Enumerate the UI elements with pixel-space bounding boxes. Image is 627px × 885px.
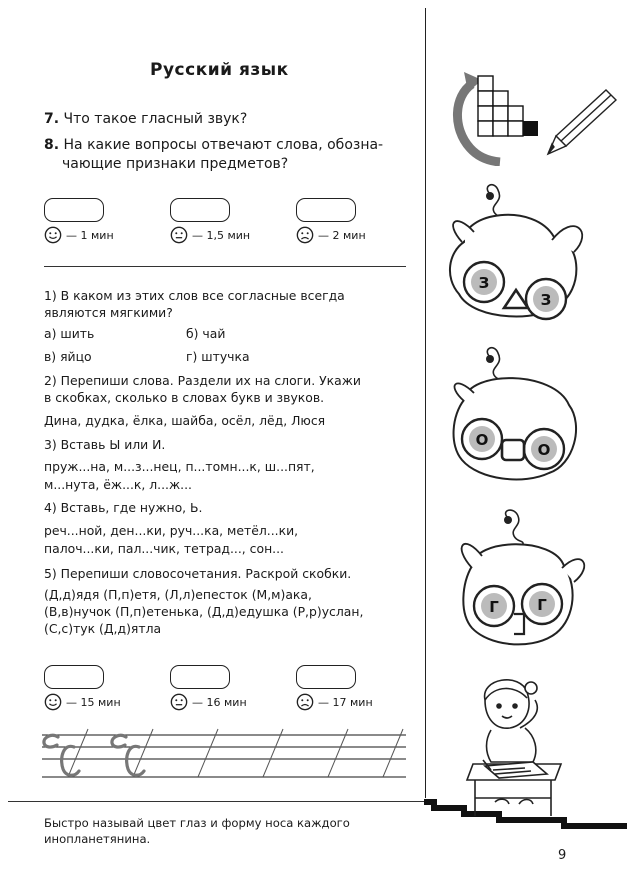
- task-3-line2: м...нута, ёж...к, л...ж...: [44, 477, 192, 492]
- question-8-line1: На какие вопросы отвечают слова, обозна-: [63, 137, 384, 153]
- sad-face-icon: [296, 693, 314, 711]
- instruction-line1: Быстро называй цвет глаз и форму носа каждого: [44, 816, 350, 830]
- time-box[interactable]: [44, 198, 104, 222]
- alien-eye-letter: З: [478, 274, 490, 292]
- task-1-option-c[interactable]: в) яйцо: [44, 349, 92, 364]
- task-1-option-a[interactable]: а) шить: [44, 326, 95, 341]
- task-1-line2: являются мягкими?: [44, 305, 173, 320]
- time-item: [296, 226, 366, 244]
- time-item: [44, 226, 114, 244]
- time-item: [170, 226, 250, 244]
- time-label: — 1 мин: [66, 228, 114, 242]
- happy-face-icon: [44, 226, 62, 244]
- time-box[interactable]: [296, 198, 356, 222]
- task-1-option-d[interactable]: г) штучка: [186, 349, 250, 364]
- neutral-face-icon: [170, 226, 188, 244]
- instruction: [44, 815, 414, 847]
- task-2-line2: в скобках, сколько в словах букв и звуков.: [44, 390, 325, 405]
- logic-puzzle-icon: [448, 66, 623, 166]
- time-item: [296, 693, 373, 711]
- task-3-title: 3) Вставь Ы или И.: [44, 437, 166, 452]
- girl-at-desk-illustration: [455, 670, 570, 820]
- task-5-line2: (В,в)нучок (П,п)етенька, (Д,д)едушка (Р,р)услан,: [44, 604, 364, 619]
- task-5-title: 5) Перепиши словосочетания. Раскрой скобки.: [44, 566, 352, 581]
- question-7: [44, 110, 247, 129]
- handwriting-lines: [38, 725, 410, 787]
- time-box[interactable]: [170, 198, 230, 222]
- alien-eye-letter: О: [537, 441, 551, 459]
- time-label: — 15 мин: [66, 695, 121, 709]
- alien-illustration-2: [434, 345, 604, 495]
- task-2-line1: 2) Перепиши слова. Раздели их на слоги. Укажи: [44, 373, 361, 388]
- task-5-line3: (С,с)тук (Д,д)ятла: [44, 621, 162, 636]
- alien-eye-letter: Г: [537, 596, 547, 614]
- question-8-line2: чающие признаки предметов?: [62, 156, 289, 172]
- page-title: Русский язык: [150, 60, 289, 80]
- time-box[interactable]: [44, 665, 104, 689]
- question-7-number: 7.: [44, 111, 60, 127]
- task-4-line1: реч...ной, ден...ки, руч...ка, метёл...ки,: [44, 523, 299, 538]
- page-number: 9: [558, 848, 567, 863]
- time-item: [44, 693, 121, 711]
- task-1-line1: 1) В каком из этих слов все согласные всегда: [44, 288, 345, 303]
- happy-face-icon: [44, 693, 62, 711]
- alien-illustration-3: [434, 508, 604, 658]
- question-8-number: 8.: [44, 137, 60, 153]
- column-divider: [425, 8, 426, 798]
- alien-eye-letter: Г: [489, 598, 499, 616]
- time-box[interactable]: [170, 665, 230, 689]
- divider: [44, 266, 406, 267]
- alien-eye-letter: О: [475, 431, 489, 449]
- time-box[interactable]: [296, 665, 356, 689]
- alien-eye-letter: З: [540, 291, 552, 309]
- task-2-words: Дина, дудка, ёлка, шайба, осёл, лёд, Люся: [44, 413, 326, 428]
- time-item: [170, 693, 247, 711]
- task-4-title: 4) Вставь, где нужно, Ь.: [44, 500, 203, 515]
- instruction-line2: инопланетянина.: [44, 832, 151, 846]
- task-5-line1: (Д,д)ядя (П,п)етя, (Л,л)епесток (М,м)ака,: [44, 587, 312, 602]
- task-1-option-b[interactable]: б) чай: [186, 326, 226, 341]
- alien-illustration-1: [434, 182, 604, 332]
- sad-face-icon: [296, 226, 314, 244]
- time-label: — 16 мин: [192, 695, 247, 709]
- divider: [8, 801, 426, 802]
- time-label: — 1,5 мин: [192, 228, 251, 242]
- question-7-text: Что такое гласный звук?: [63, 111, 248, 127]
- task-3-line1: пруж...на, м...з...нец, п...томн...к, ш...пят,: [44, 459, 315, 474]
- question-8: [44, 136, 383, 155]
- neutral-face-icon: [170, 693, 188, 711]
- time-label: — 17 мин: [318, 695, 373, 709]
- time-label: — 2 мин: [318, 228, 366, 242]
- task-4-line2: палоч...ки, пал...чик, тетрад..., сон...: [44, 541, 284, 556]
